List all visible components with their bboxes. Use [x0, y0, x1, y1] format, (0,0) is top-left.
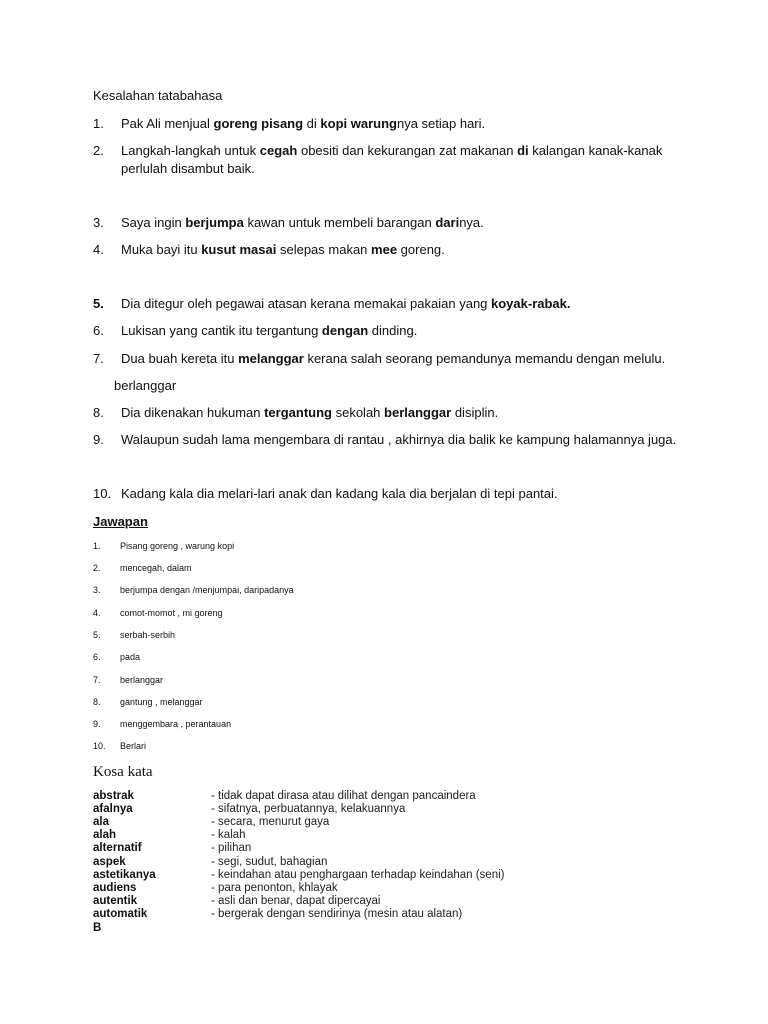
answer-item — [93, 541, 234, 552]
bold-phrase: di — [517, 143, 529, 158]
question-text — [121, 404, 681, 422]
question-1 — [93, 115, 693, 133]
answer-item — [93, 675, 163, 686]
answer-number: 7. — [93, 675, 101, 685]
text-run: Dua buah kereta itu — [121, 351, 239, 366]
question-10 — [93, 485, 693, 503]
text-run: nya. — [459, 215, 484, 230]
question-number: 1. — [93, 116, 104, 131]
bold-phrase: goreng pisang — [213, 116, 304, 131]
question-4 — [93, 241, 693, 259]
answer-text: mencegah, dalam — [120, 563, 192, 573]
answer-number: 9. — [93, 719, 101, 729]
answer-number: 4. — [93, 608, 101, 618]
question-7-note: berlanggar — [114, 378, 177, 393]
question-text — [121, 485, 681, 503]
question-number: 10. — [93, 486, 112, 501]
question-text — [121, 350, 681, 368]
vocab-definition: - kalah — [211, 829, 246, 841]
text-run: Langkah-langkah untuk — [121, 143, 260, 158]
text-run: Saya ingin — [121, 215, 186, 230]
text-run: Walaupun sudah lama mengembara di rantau , akhirnya dia balik ke kampung halamannya juga. — [121, 432, 677, 447]
question-text — [121, 142, 681, 178]
question-number: 7. — [93, 351, 104, 366]
answer-text: berlanggar — [120, 675, 164, 685]
text-run: selepas makan — [276, 242, 372, 257]
question-number: 2. — [93, 143, 104, 158]
text-run: nya setiap hari. — [396, 116, 486, 131]
text-run: disiplin. — [451, 405, 499, 420]
text-run: Kadang kala dia melari-lari anak dan kadang kala dia berjalan di tepi pantai. — [121, 486, 558, 501]
text-run: Lukisan yang cantik itu tergantung — [121, 323, 322, 338]
question-text — [121, 214, 681, 232]
question-text — [121, 241, 681, 259]
answers-heading: Jawapan — [93, 514, 148, 529]
bold-phrase: kusut masai — [201, 242, 277, 257]
vocab-term: abstrak — [93, 790, 134, 802]
vocab-term: alternatif — [93, 842, 142, 854]
text-run: kalangan kanak-kanak perlulah disambut baik. — [121, 143, 663, 176]
bold-phrase: kopi warung — [320, 116, 397, 131]
text-run: kerana salah seorang pemandunya memandu dengan melulu. — [303, 351, 666, 366]
question-number: 5. — [93, 296, 104, 311]
bold-phrase: melanggar — [238, 351, 304, 366]
answer-text: berjumpa dengan /menjumpai, daripadanya — [120, 585, 294, 595]
answer-number: 8. — [93, 697, 101, 707]
vocab-term: audiens — [93, 882, 137, 894]
answer-item — [93, 585, 294, 596]
text-run: Dia ditegur oleh pegawai atasan kerana memakai pakaian yang — [121, 296, 492, 311]
question-number: 6. — [93, 323, 104, 338]
bold-phrase: berjumpa — [185, 215, 244, 230]
vocab-term: afalnya — [93, 803, 133, 815]
question-6 — [93, 322, 693, 340]
answer-item — [93, 741, 146, 752]
answer-text: pada — [120, 652, 141, 662]
vocab-definition: - secara, menurut gaya — [211, 816, 330, 828]
answer-text: serbah-serbih — [120, 630, 176, 640]
answer-item — [93, 697, 203, 708]
vocab-definition: - para penonton, khlayak — [211, 882, 338, 894]
bold-phrase: berlanggar — [384, 405, 452, 420]
answer-number: 3. — [93, 585, 101, 595]
text-run: Pak Ali menjual — [121, 116, 214, 131]
vocab-term: astetikanya — [93, 869, 156, 881]
bold-phrase: dari — [435, 215, 460, 230]
vocab-definition: - asli dan benar, dapat dipercayai — [211, 895, 381, 907]
text-run: goreng. — [397, 242, 445, 257]
question-3 — [93, 214, 693, 232]
answer-number: 10. — [93, 741, 106, 751]
answer-number: 2. — [93, 563, 101, 573]
vocab-definition: - pilihan — [211, 842, 252, 854]
question-text — [121, 295, 681, 313]
answer-number: 6. — [93, 652, 101, 662]
bold-phrase: dengan — [321, 323, 369, 338]
text-run: sekolah — [331, 405, 385, 420]
question-number: 4. — [93, 242, 104, 257]
page-title: Kesalahan tatabahasa — [93, 88, 223, 103]
text-run: kawan untuk membeli barangan — [243, 215, 436, 230]
vocab-term: automatik — [93, 908, 148, 920]
question-7 — [93, 350, 693, 368]
question-text — [121, 115, 681, 133]
vocab-term: alah — [93, 829, 117, 841]
answer-number: 5. — [93, 630, 101, 640]
vocab-definition: - segi, sudut, bahagian — [211, 856, 328, 868]
vocab-definition: - sifatnya, perbuatannya, kelakuannya — [211, 803, 406, 815]
vocab-term: aspek — [93, 856, 126, 868]
answer-text: Pisang goreng , warung kopi — [120, 541, 235, 551]
answer-item — [93, 719, 231, 730]
bold-phrase: koyak-rabak. — [491, 296, 571, 311]
answer-item — [93, 652, 140, 663]
answer-item — [93, 563, 192, 574]
bold-phrase: cegah — [259, 143, 298, 158]
answer-number: 1. — [93, 541, 101, 551]
answer-text: gantung , melanggar — [120, 697, 203, 707]
section-letter: B — [93, 922, 102, 934]
vocab-definition: - bergerak dengan sendirinya (mesin atau alatan) — [211, 908, 463, 920]
vocab-term: autentik — [93, 895, 138, 907]
answer-text: comot-momot , mi goreng — [120, 608, 223, 618]
question-9 — [93, 431, 693, 449]
text-run: Muka bayi itu — [121, 242, 202, 257]
text-run: obesiti dan kekurangan zat makanan — [297, 143, 518, 158]
vocabulary-heading: Kosa kata — [93, 764, 153, 780]
answer-item — [93, 630, 175, 641]
text-run: di — [303, 116, 321, 131]
question-5 — [93, 295, 693, 313]
question-number: 8. — [93, 405, 104, 420]
bold-phrase: mee — [371, 242, 398, 257]
answer-item — [93, 608, 223, 619]
vocab-definition: - keindahan atau penghargaan terhadap keindahan (seni) — [211, 869, 505, 881]
question-text — [121, 322, 681, 340]
answer-text: menggembara , perantauan — [120, 719, 232, 729]
vocab-term: ala — [93, 816, 109, 828]
question-8 — [93, 404, 693, 422]
bold-phrase: tergantung — [264, 405, 332, 420]
vocab-definition: - tidak dapat dirasa atau dilihat dengan pancaindera — [211, 790, 476, 802]
text-run: Dia dikenakan hukuman — [121, 405, 265, 420]
question-2 — [93, 142, 693, 178]
text-run: dinding. — [368, 323, 418, 338]
question-text — [121, 431, 681, 449]
answer-text: Berlari — [120, 741, 147, 751]
question-number: 9. — [93, 432, 104, 447]
question-number: 3. — [93, 215, 104, 230]
